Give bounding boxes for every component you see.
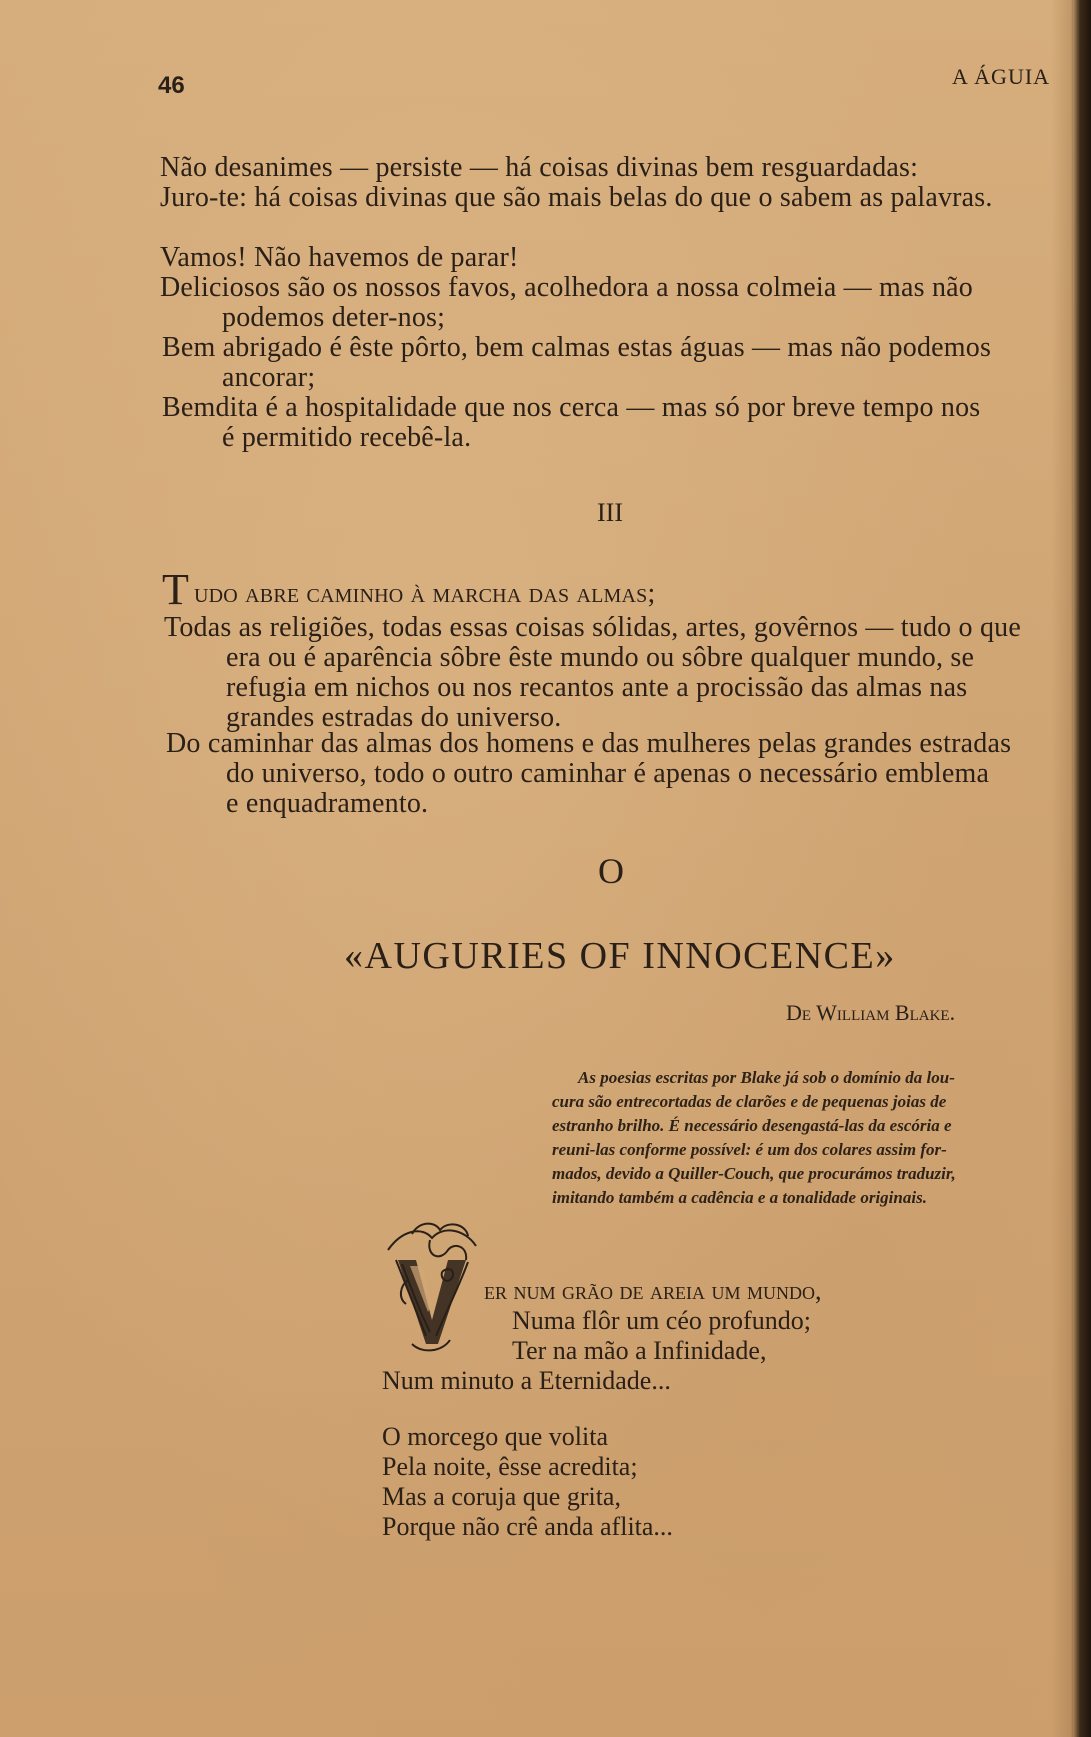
poem-title: «AUGURIES OF INNOCENCE» <box>344 935 896 977</box>
note-line: mados, devido a Quiller-Couch, que procurámos traduzir, <box>552 1164 956 1183</box>
drop-cap-t: T <box>162 565 189 614</box>
body-line: era ou é aparência sôbre êste mundo ou sôbre qualquer mundo, se <box>226 642 975 673</box>
body-line: udo abre caminho à marcha das almas; <box>194 578 656 609</box>
poem-line: Mas a coruja que grita, <box>382 1482 621 1511</box>
section-numeral: III <box>597 498 623 527</box>
body-line: Deliciosos são os nossos favos, acolhedora a nossa colmeia — mas não <box>160 272 973 303</box>
body-line: grandes estradas do universo. <box>226 702 562 733</box>
body-line: Bem abrigado é êste pôrto, bem calmas estas águas — mas não podemos <box>162 332 992 363</box>
poem-line: O morcego que volita <box>382 1422 608 1451</box>
page-binding-edge <box>1071 0 1091 1737</box>
poem-line-text: er num grão de areia um mundo, <box>484 1276 822 1305</box>
section-ornament: O <box>598 851 624 891</box>
body-line: ancorar; <box>222 362 316 393</box>
body-line: refugia em nichos ou nos recantos ante a procissão das almas nas <box>226 672 968 703</box>
body-line: Vamos! Não havemos de parar! <box>160 242 519 273</box>
poem-line: Ter na mão a Infinidade, <box>512 1336 767 1365</box>
body-line: Do caminhar das almas dos homens e das mulheres pelas grandes estradas <box>166 728 1012 759</box>
binding-shadow <box>1051 0 1073 1737</box>
poem-line: Num minuto a Eternidade... <box>382 1366 671 1395</box>
page-number: 46 <box>158 72 185 99</box>
note-line: reuni-las conforme possível: é um dos colares assim for- <box>552 1140 947 1159</box>
poem-attribution: De William Blake. <box>786 1000 956 1025</box>
body-line: Juro-te: há coisas divinas que são mais belas do que o sabem as palavras. <box>160 182 993 213</box>
ornamental-drop-cap-v-icon <box>382 1220 482 1360</box>
poem-line: Pela noite, êsse acredita; <box>382 1452 638 1481</box>
body-line: é permitido recebê-la. <box>222 422 472 453</box>
body-line: e enquadramento. <box>226 788 429 819</box>
note-line: As poesias escritas por Blake já sob o domínio da lou- <box>578 1068 955 1087</box>
body-line: Todas as religiões, todas essas coisas sólidas, artes, govêrnos — tudo o que <box>164 612 1021 643</box>
running-head: A ÁGUIA <box>952 64 1051 89</box>
poem-line: Porque não crê anda aflita... <box>382 1512 673 1541</box>
body-line: podemos deter-nos; <box>222 302 446 333</box>
note-line: cura são entrecortadas de clarões e de pequenas joias de <box>552 1092 947 1111</box>
body-line: Não desanimes — persiste — há coisas divinas bem resguardadas: <box>160 152 919 183</box>
poem-line: Numa flôr um céo profundo; <box>512 1306 811 1335</box>
poem-line <box>484 1276 822 1306</box>
note-line: imitando também a cadência e a tonalidade originais. <box>552 1188 927 1207</box>
body-line: do universo, todo o outro caminhar é apenas o necessário emblema <box>226 758 990 789</box>
note-line: estranho brilho. É necessário desengastá-las da escória e <box>552 1116 952 1135</box>
body-line: Bemdita é a hospitalidade que nos cerca — mas só por breve tempo nos <box>162 392 981 423</box>
